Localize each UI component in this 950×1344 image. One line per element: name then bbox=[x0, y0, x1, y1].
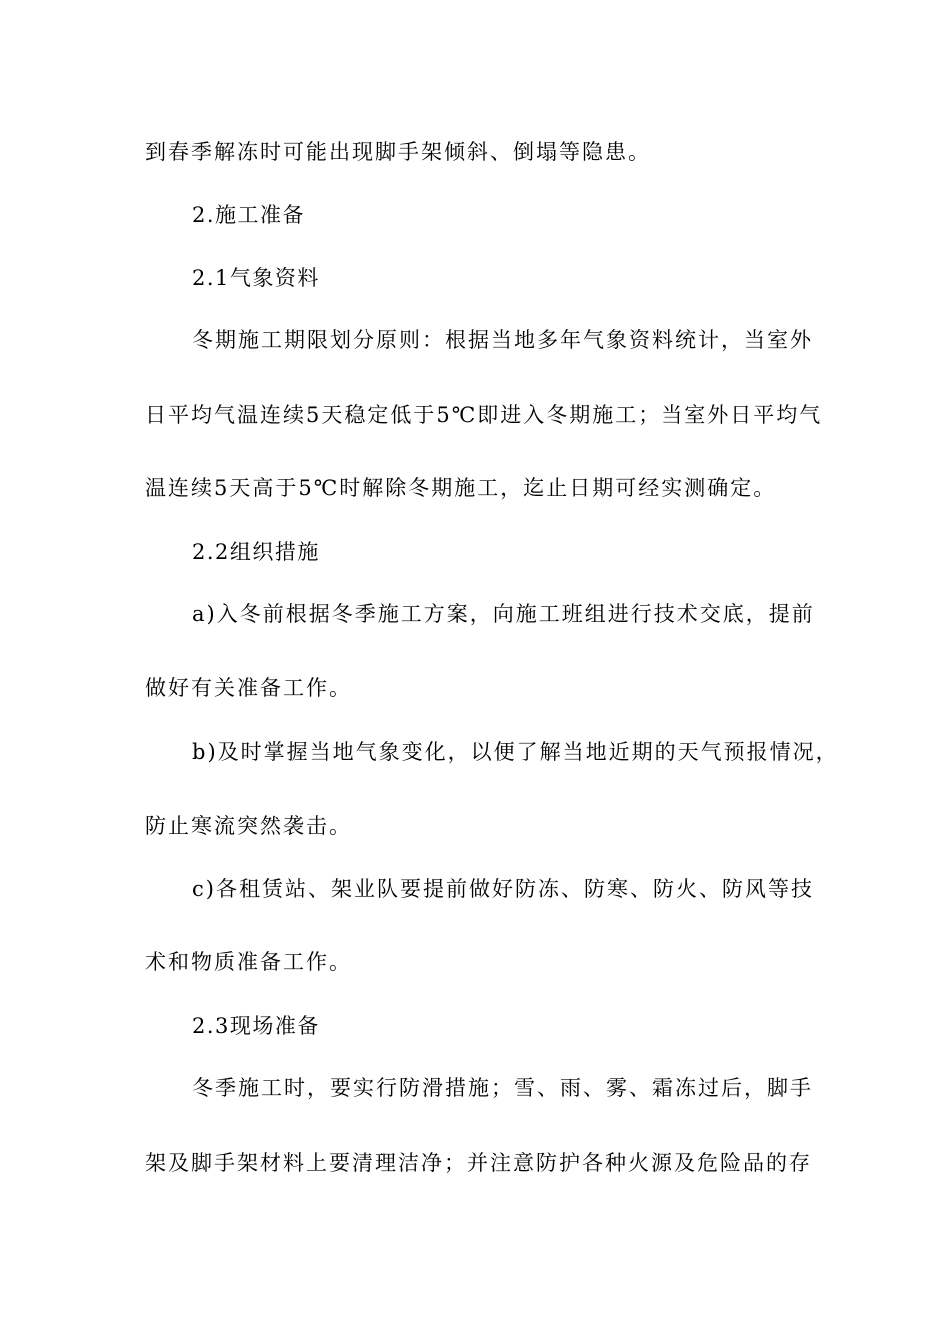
paragraph-line: 冬季施工时，要实行防滑措施；雪、雨、雾、霜冻过后，脚手 bbox=[192, 1076, 813, 1100]
list-item-c-line: 术和物质准备工作。 bbox=[145, 950, 352, 974]
paragraph-line: 日平均气温连续5天稳定低于5℃即进入冬期施工；当室外日平均气 bbox=[145, 403, 823, 427]
list-item-b-line: b)及时掌握当地气象变化，以便了解当地近期的天气预报情况， bbox=[192, 740, 839, 764]
paragraph-line: 温连续5天高于5℃时解除冬期施工，迄止日期可经实测确定。 bbox=[145, 476, 777, 500]
section-heading-2: 2.施工准备 bbox=[192, 203, 306, 227]
paragraph-continuation-line: 到春季解冻时可能出现脚手架倾斜、倒塌等隐患。 bbox=[145, 140, 651, 164]
list-item-a-line: 做好有关准备工作。 bbox=[145, 676, 352, 700]
list-item-a-line: a)入冬前根据冬季施工方案，向施工班组进行技术交底，提前 bbox=[192, 602, 815, 626]
paragraph-line: 架及脚手架材料上要清理洁净；并注意防护各种火源及危险品的存 bbox=[145, 1151, 812, 1175]
list-item-b-line: 防止寒流突然袭击。 bbox=[145, 814, 352, 838]
list-item-c-line: c)各租赁站、架业队要提前做好防冻、防寒、防火、防风等技 bbox=[192, 877, 814, 901]
subsection-heading-2-1: 2.1气象资料 bbox=[192, 266, 320, 290]
paragraph-line: 冬期施工期限划分原则：根据当地多年气象资料统计，当室外 bbox=[192, 328, 813, 352]
subsection-heading-2-3: 2.3现场准备 bbox=[192, 1014, 320, 1038]
subsection-heading-2-2: 2.2组织措施 bbox=[192, 540, 320, 564]
